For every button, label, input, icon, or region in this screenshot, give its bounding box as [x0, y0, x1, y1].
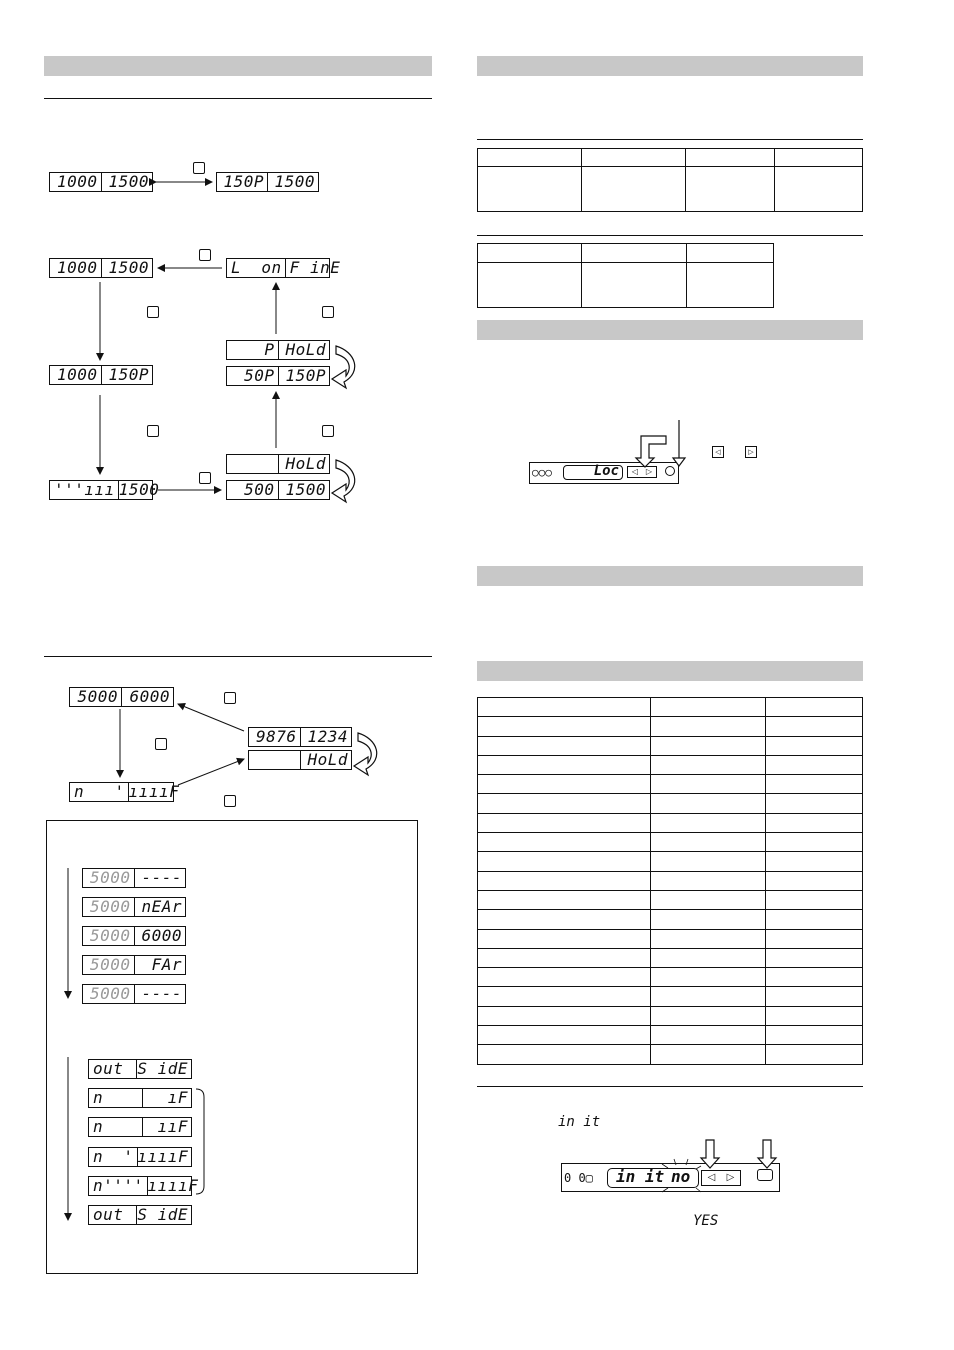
seq1-display-3-cell-1: FAr	[134, 956, 186, 974]
seq2-display-3-cell-0: n '	[93, 1146, 134, 1166]
seq2-display-1-cell-0: n	[93, 1088, 104, 1108]
seq1-display-0-cell-1: ----	[134, 869, 186, 887]
seq1-display-4-cell-0: 5000	[89, 984, 131, 1003]
flow3-display-b: n ' ııııF	[69, 782, 174, 802]
lock-side-key-left-icon: ◁	[712, 446, 724, 458]
seq1-display-1-cell-1: nEAr	[134, 898, 186, 916]
flow3-display-d: HoLd	[248, 750, 352, 770]
lock-side-key-right-icon: ▷	[745, 446, 757, 458]
seq1-display-4-cell-1: ----	[134, 985, 186, 1003]
lock-display-text: Loc	[593, 463, 619, 479]
flow1-display-a: 1000 1500	[49, 172, 153, 192]
seq2-display-4-cell-0: n''''	[93, 1175, 144, 1195]
seq1-display-0-cell-0: 5000	[89, 868, 131, 887]
flow1-display-b: 150P 1500	[216, 172, 319, 192]
flow2-display-top-left: 1000 1500	[49, 258, 153, 278]
seq2-display-2-cell-0: n	[93, 1117, 104, 1137]
init-left-arrow-icon[interactable]: ◁	[707, 1172, 716, 1183]
flow2-display-hold-p: P HoLd	[226, 340, 330, 360]
init-device-left-icons: 0 0▢	[564, 1171, 593, 1185]
flow2-display-hold-b-value: 500 1500	[226, 480, 330, 500]
lock-device-left-icons: ○○○	[532, 466, 552, 479]
flow2-display-top-right: L on F inE	[226, 258, 330, 278]
seq2-display-2-cell-1: ııF	[142, 1118, 192, 1136]
lock-right-arrow-icon[interactable]: ▷	[645, 467, 653, 476]
seq1-display-3-cell-0: 5000	[89, 955, 131, 974]
seq2-display-5-cell-0: out	[93, 1205, 124, 1224]
init-yes-text: YES	[693, 1213, 719, 1229]
seq2-display-1-cell-1: ıF	[142, 1089, 192, 1107]
flow2-display-hold-b: HoLd	[226, 454, 330, 474]
seq2-display-0-cell-1: S idE	[136, 1060, 191, 1078]
init-value-text: no	[671, 1167, 691, 1186]
init-display-text: in it	[616, 1167, 665, 1186]
flow2-display-bot-left: '''ııı 1500	[49, 480, 153, 500]
seq1-display-2-cell-0: 5000	[89, 926, 131, 945]
flow2-display-mid-left: 1000 150P	[49, 365, 153, 385]
seq1-display-1-cell-0: 5000	[89, 897, 131, 916]
lock-left-arrow-icon[interactable]: ◁	[631, 467, 639, 476]
init-label-text: in it	[558, 1114, 601, 1130]
init-right-arrow-icon[interactable]: ▷	[726, 1172, 735, 1183]
seq2-display-3-cell-1: ııııF	[137, 1148, 192, 1166]
flow3-display-c: 9876 1234	[248, 727, 352, 747]
flow2-display-hold-p-value: 50P 150P	[226, 366, 330, 386]
seq2-display-4-cell-1: ııııF	[147, 1177, 202, 1195]
seq2-display-0-cell-0: out	[93, 1059, 124, 1078]
seq1-display-2-cell-1: 6000	[134, 927, 186, 945]
seq2-display-5-cell-1: S idE	[136, 1206, 191, 1224]
flow3-display-a: 5000 6000	[69, 687, 174, 707]
